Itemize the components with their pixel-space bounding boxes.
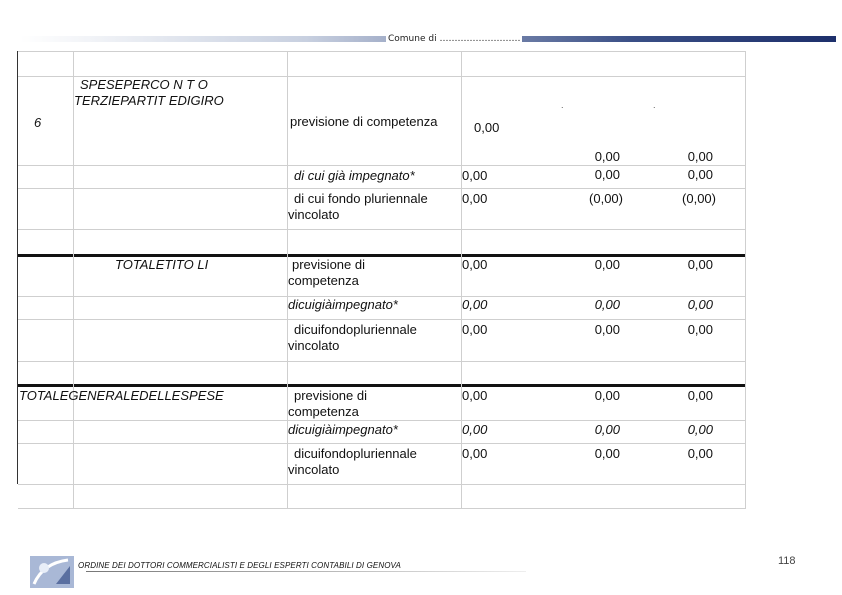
table-row-line <box>18 443 746 444</box>
page-header-title: Comune di ……………………… <box>388 34 521 44</box>
table-left-border <box>17 51 18 484</box>
table-right-border <box>745 51 746 508</box>
totale-generale-prev-value: 0,00 <box>462 388 488 403</box>
totale-titoli-fpv-value: 0,00 <box>687 322 713 337</box>
section-prev-value: 0,00 <box>474 120 500 135</box>
totale-generale-prev-label-1: previsione di <box>294 388 367 403</box>
table-row-line <box>18 484 746 485</box>
totale-generale-impegnato-value: 0,00 <box>594 422 620 437</box>
section-fpv-label-2: vincolato <box>288 207 340 222</box>
table-row-line <box>18 165 746 166</box>
section-title-line1: SPESEPERCO N T O <box>80 77 208 92</box>
totale-generale-impegnato-value: 0,00 <box>687 422 713 437</box>
section-impegnato-value: 0,00 <box>687 167 713 182</box>
totale-titoli-impegnato-value: 0,00 <box>462 297 488 312</box>
footer-organization: ORDINE DEI DOTTORI COMMERCIALISTI E DEGLI ESPERTI CONTABILI DI GENOVA <box>78 561 401 570</box>
totale-titoli-prev-value: 0,00 <box>594 257 620 272</box>
totale-generale-impegnato-value: 0,00 <box>462 422 488 437</box>
table-row-line <box>18 420 746 421</box>
section-impegnato-label: di cui già impegnato* <box>294 168 415 183</box>
totale-titoli-prev-value: 0,00 <box>462 257 488 272</box>
section-fpv-value: (0,00) <box>682 191 716 206</box>
table-row-line <box>18 229 746 230</box>
totale-titoli-fpv-value: 0,00 <box>594 322 620 337</box>
totale-generale-fpv-label-2: vincolato <box>288 462 340 477</box>
section-impegnato-value: 0,00 <box>594 167 620 182</box>
totale-generale-fpv-value: 0,00 <box>687 446 713 461</box>
totale-titoli-impegnato-value: 0,00 <box>687 297 713 312</box>
totale-titoli-impegnato-label: dicuigiàimpegnato* <box>288 297 398 312</box>
section-number: 6 <box>34 115 42 130</box>
section-impegnato-value: 0,00 <box>462 168 488 183</box>
totale-generale-fpv-label-1: dicuifondopluriennale <box>294 446 417 461</box>
table-section-divider <box>18 384 746 387</box>
totale-titoli-label: TOTALETITO LI <box>115 257 209 272</box>
totale-titoli-prev-value: 0,00 <box>687 257 713 272</box>
totale-titoli-fpv-label-1: dicuifondopluriennale <box>294 322 417 337</box>
section-title-line2: TERZIEPARTIT EDIGIRO <box>74 93 224 108</box>
totale-titoli-prev-label-1: previsione di <box>292 257 365 272</box>
totale-titoli-fpv-value: 0,00 <box>462 322 488 337</box>
section-fpv-label-1: di cui fondo pluriennale <box>294 191 428 206</box>
totale-titoli-fpv-label-2: vincolato <box>288 338 340 353</box>
totale-generale-prev-label-2: competenza <box>288 404 359 419</box>
section-impegnato-top-value: 0,00 <box>687 149 713 164</box>
table-row-line <box>18 319 746 320</box>
section-prev-label: previsione di competenza <box>290 114 438 129</box>
cell-marker: . <box>653 100 656 110</box>
footer-rule <box>86 571 526 572</box>
totale-titoli-prev-label-2: competenza <box>288 273 359 288</box>
section-impegnato-top-value: 0,00 <box>594 149 620 164</box>
totale-generale-impegnato-label: dicuigiàimpegnato* <box>288 422 398 437</box>
totale-generale-fpv-value: 0,00 <box>594 446 620 461</box>
totale-generale-label: TOTALEGENERALEDELLESPESE <box>19 388 224 403</box>
totale-titoli-impegnato-value: 0,00 <box>594 297 620 312</box>
table-row-line <box>18 188 746 189</box>
table-row-line <box>18 361 746 362</box>
section-fpv-value: (0,00) <box>589 191 623 206</box>
totale-generale-prev-value: 0,00 <box>594 388 620 403</box>
table-bottom-border <box>18 508 746 509</box>
table-top-border <box>18 51 746 52</box>
totale-generale-prev-value: 0,00 <box>687 388 713 403</box>
totale-generale-fpv-value: 0,00 <box>462 446 488 461</box>
cell-marker: . <box>561 100 564 110</box>
table-col-line <box>461 51 462 508</box>
table-col-line <box>73 51 74 508</box>
page-number: 118 <box>778 555 796 567</box>
section-fpv-value: 0,00 <box>462 191 488 206</box>
organization-logo <box>30 556 74 588</box>
